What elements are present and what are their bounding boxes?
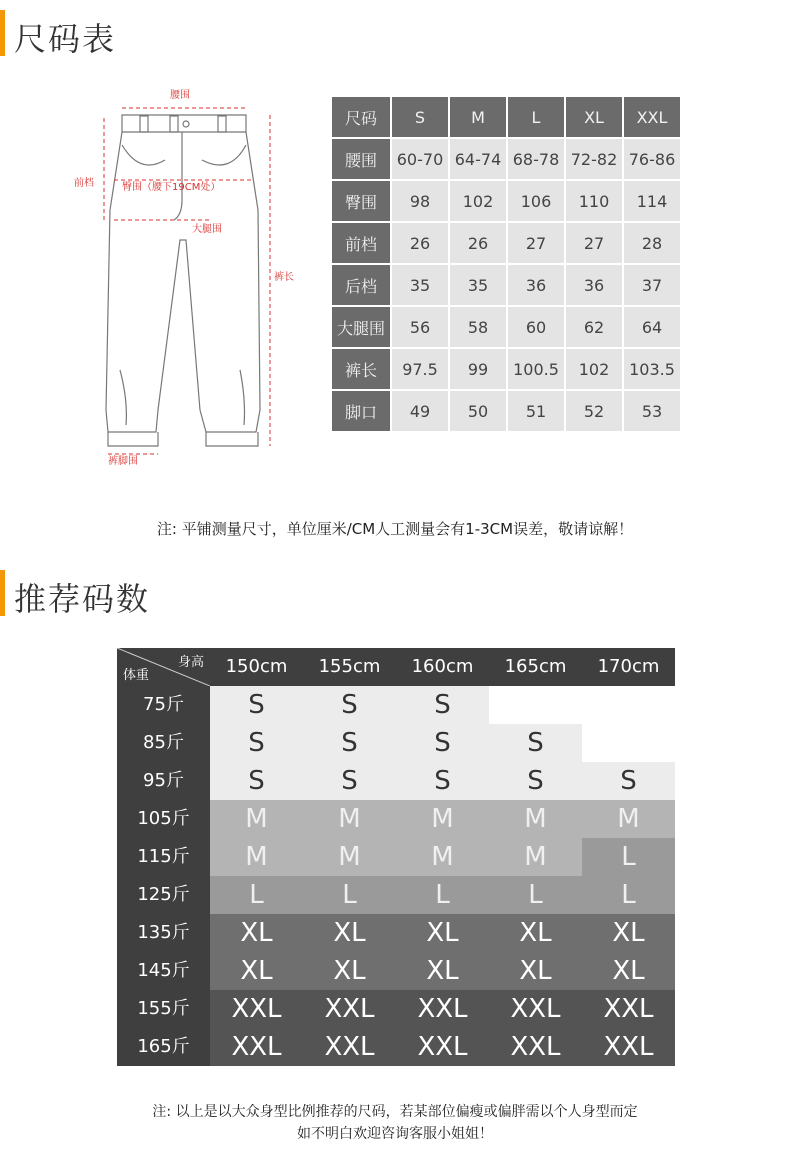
size-header-xl: XL: [565, 96, 623, 138]
table-cell: 97.5: [391, 348, 449, 390]
table-cell: 36: [507, 264, 565, 306]
table-cell: 98: [391, 180, 449, 222]
size-cell: S: [210, 686, 303, 724]
table-cell: 102: [565, 348, 623, 390]
empty-cell: [489, 686, 582, 724]
weight-label: 115斤: [117, 838, 210, 876]
recommend-note-line1: 注: 以上是以大众身型比例推荐的尺码，若某部位偏瘦或偏胖需以个人身型而定: [152, 1104, 638, 1120]
table-cell: 60: [507, 306, 565, 348]
height-header: 150cm: [210, 648, 303, 686]
height-header: 155cm: [303, 648, 396, 686]
size-cell: S: [303, 762, 396, 800]
diagram-label-hip: 臀围（腰下19CM处）: [122, 182, 221, 193]
size-cell: XL: [582, 914, 675, 952]
size-cell: XL: [210, 952, 303, 990]
size-cell: L: [582, 838, 675, 876]
grid-corner-header: [117, 648, 210, 686]
weight-label: 165斤: [117, 1028, 210, 1066]
size-cell: XXL: [303, 990, 396, 1028]
diagram-label-waist: 腰围: [170, 90, 190, 101]
row-label: 后档: [331, 264, 391, 306]
table-cell: 110: [565, 180, 623, 222]
table-cell: 35: [449, 264, 507, 306]
diagram-label-length: 裤长: [274, 272, 294, 283]
row-label: 臀围: [331, 180, 391, 222]
empty-cell: [582, 686, 675, 724]
size-cell: L: [303, 876, 396, 914]
table-cell: 35: [391, 264, 449, 306]
table-cell: 27: [507, 222, 565, 264]
diagram-label-thigh: 大腿围: [192, 224, 222, 235]
weight-label: 125斤: [117, 876, 210, 914]
size-cell: XL: [396, 952, 489, 990]
table-cell: 37: [623, 264, 681, 306]
weight-label: 85斤: [117, 724, 210, 762]
size-cell: XL: [582, 952, 675, 990]
size-cell: M: [303, 838, 396, 876]
size-cell: XXL: [303, 1028, 396, 1066]
size-cell: S: [489, 724, 582, 762]
size-table: [330, 95, 682, 433]
table-cell: 62: [565, 306, 623, 348]
size-header-l: L: [507, 96, 565, 138]
height-header: 165cm: [489, 648, 582, 686]
table-cell: 52: [565, 390, 623, 432]
size-cell: XL: [303, 914, 396, 952]
table-cell: 60-70: [391, 138, 449, 180]
size-cell: M: [489, 800, 582, 838]
table-row: [331, 348, 681, 390]
recommend-note: [0, 1101, 790, 1145]
size-cell: XL: [303, 952, 396, 990]
size-header-s: S: [391, 96, 449, 138]
table-row: [331, 180, 681, 222]
table-cell: 103.5: [623, 348, 681, 390]
size-cell: XL: [489, 952, 582, 990]
row-label: 脚口: [331, 390, 391, 432]
accent-bar: [0, 10, 5, 56]
size-cell: S: [303, 724, 396, 762]
size-cell: S: [396, 762, 489, 800]
size-cell: M: [396, 800, 489, 838]
height-header: 160cm: [396, 648, 489, 686]
size-cell: S: [210, 762, 303, 800]
size-cell: M: [582, 800, 675, 838]
size-cell: M: [489, 838, 582, 876]
size-cell: S: [210, 724, 303, 762]
table-cell: 64-74: [449, 138, 507, 180]
weight-label: 145斤: [117, 952, 210, 990]
table-cell: 36: [565, 264, 623, 306]
table-cell: 51: [507, 390, 565, 432]
weight-label: 135斤: [117, 914, 210, 952]
size-cell: M: [210, 838, 303, 876]
table-cell: 76-86: [623, 138, 681, 180]
size-cell: XXL: [396, 990, 489, 1028]
table-row: [331, 222, 681, 264]
size-cell: S: [396, 724, 489, 762]
table-cell: 27: [565, 222, 623, 264]
table-cell: 106: [507, 180, 565, 222]
weight-label: 105斤: [117, 800, 210, 838]
table-row: [331, 306, 681, 348]
size-cell: XL: [489, 914, 582, 952]
table-cell: 68-78: [507, 138, 565, 180]
table-cell: 50: [449, 390, 507, 432]
weight-label: 155斤: [117, 990, 210, 1028]
empty-cell: [582, 724, 675, 762]
table-cell: 58: [449, 306, 507, 348]
table-row: [331, 390, 681, 432]
size-cell: M: [303, 800, 396, 838]
size-table-corner: 尺码: [331, 96, 391, 138]
weight-label: 95斤: [117, 762, 210, 800]
size-cell: M: [396, 838, 489, 876]
size-cell: S: [489, 762, 582, 800]
table-cell: 26: [449, 222, 507, 264]
table-cell: 114: [623, 180, 681, 222]
diagram-label-leg-opening: 裤脚围: [108, 456, 138, 467]
weight-label: 75斤: [117, 686, 210, 724]
size-cell: M: [210, 800, 303, 838]
table-cell: 53: [623, 390, 681, 432]
recommend-note-line2: 如不明白欢迎咨询客服小姐姐！: [297, 1126, 493, 1142]
row-label: 前档: [331, 222, 391, 264]
size-cell: XXL: [210, 1028, 303, 1066]
table-cell: 56: [391, 306, 449, 348]
size-cell: S: [303, 686, 396, 724]
size-cell: XXL: [582, 990, 675, 1028]
size-table-header-row: [331, 96, 681, 138]
size-cell: XXL: [210, 990, 303, 1028]
size-cell: S: [396, 686, 489, 724]
accent-bar: [0, 570, 5, 616]
table-cell: 72-82: [565, 138, 623, 180]
row-label: 大腿围: [331, 306, 391, 348]
size-cell: XL: [210, 914, 303, 952]
size-cell: S: [582, 762, 675, 800]
size-header-m: M: [449, 96, 507, 138]
table-cell: 26: [391, 222, 449, 264]
size-chart-title: 尺码表: [14, 20, 117, 58]
measurement-note: 注: 平铺测量尺寸，单位厘米/CM人工测量会有1-3CM误差，敬请谅解！: [156, 520, 634, 538]
size-cell: L: [396, 876, 489, 914]
pants-measurement-diagram: [70, 80, 310, 470]
corner-weight-label: 体重: [123, 668, 150, 683]
size-header-xxl: XXL: [623, 96, 681, 138]
size-cell: XXL: [396, 1028, 489, 1066]
table-cell: 102: [449, 180, 507, 222]
height-header: 170cm: [582, 648, 675, 686]
table-row: [331, 138, 681, 180]
row-label: 腰围: [331, 138, 391, 180]
table-cell: 100.5: [507, 348, 565, 390]
table-cell: 28: [623, 222, 681, 264]
corner-height-label: 身高: [177, 655, 204, 670]
size-cell: L: [210, 876, 303, 914]
table-cell: 49: [391, 390, 449, 432]
table-cell: 99: [449, 348, 507, 390]
size-cell: XXL: [489, 990, 582, 1028]
row-label: 裤长: [331, 348, 391, 390]
size-cell: L: [489, 876, 582, 914]
recommend-title: 推荐码数: [14, 580, 151, 618]
size-cell: XL: [396, 914, 489, 952]
size-recommendation-grid: [117, 648, 675, 1067]
table-cell: 64: [623, 306, 681, 348]
diagram-label-front-rise: 前档: [74, 178, 94, 189]
table-row: [331, 264, 681, 306]
size-cell: L: [582, 876, 675, 914]
size-cell: XXL: [489, 1028, 582, 1066]
size-cell: XXL: [582, 1028, 675, 1066]
